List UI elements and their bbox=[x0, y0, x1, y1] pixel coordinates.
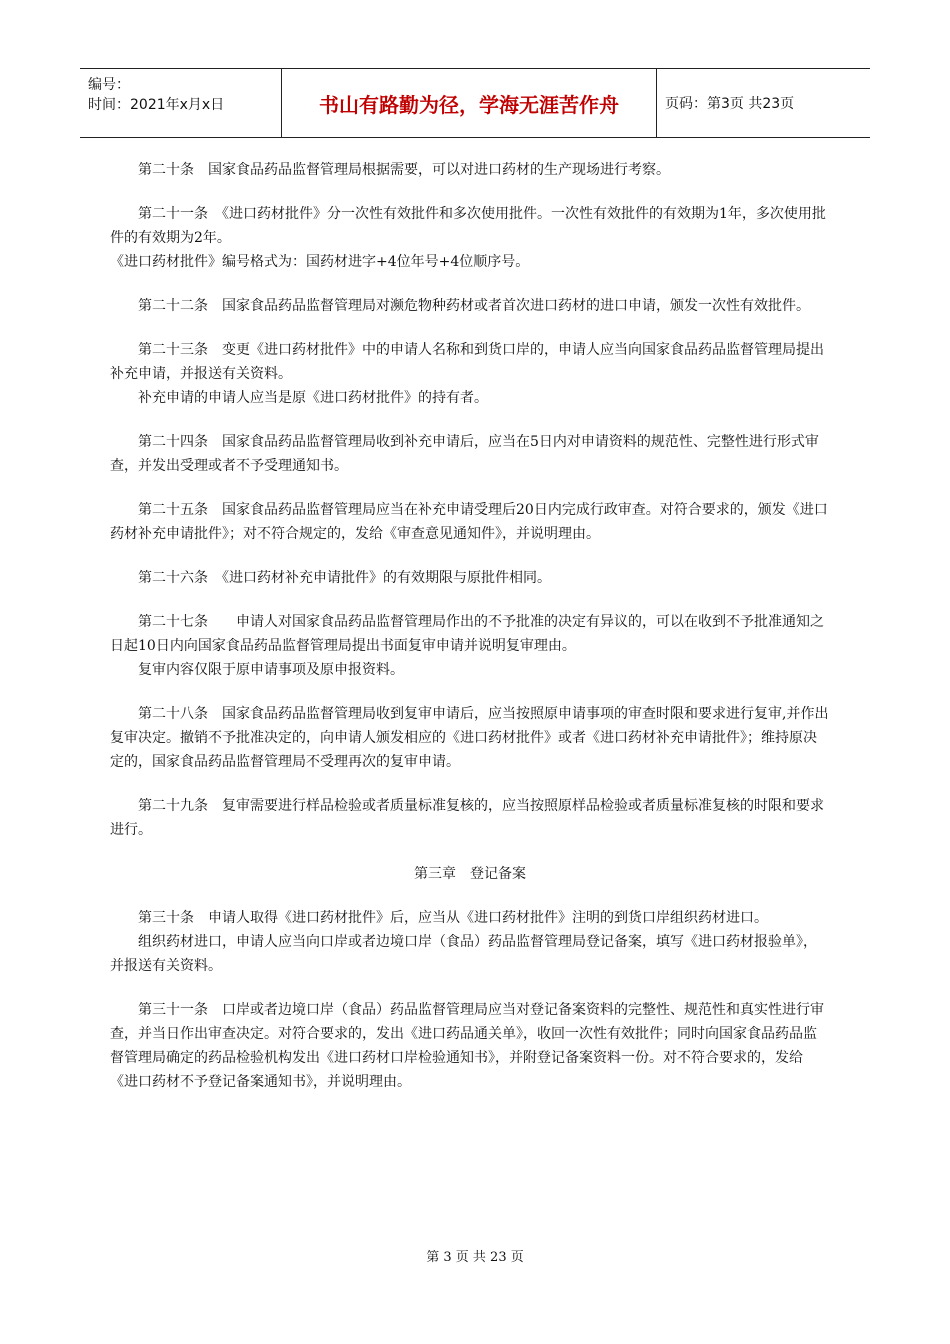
paragraph-line: 第二十三条 变更《进口药材批件》中的申请人名称和到货口岸的，申请人应当向国家食品药品监督管理局提出补充申请，并报送有关资料。 bbox=[110, 342, 824, 382]
paragraph-line: 第二十八条 国家食品药品监督管理局收到复审申请后，应当按照原申请事项的审查时限和要求进行复审,并作出复审决定。撤销不予批准决定的，向申请人颁发相应的《进口药材批件》或者《进口药材补充申请批件》；维持原决定的，国家食品药品监督管理局不受理再次的复审申请。 bbox=[110, 706, 829, 770]
article-paragraph bbox=[110, 906, 830, 978]
article-paragraph bbox=[110, 794, 830, 842]
article-paragraph bbox=[110, 294, 830, 318]
article-paragraph bbox=[110, 610, 830, 682]
header-motto: 书山有路勤为径，学海无涯苦作舟 bbox=[282, 69, 657, 137]
page-header bbox=[80, 68, 870, 138]
paragraph-line: 第二十五条 国家食品药品监督管理局应当在补充申请受理后20日内完成行政审查。对符合要求的，颁发《进口药材补充申请批件》；对不符合规定的，发给《审查意见通知件》，并说明理由。 bbox=[110, 502, 828, 542]
paragraph-line: 补充申请的申请人应当是原《进口药材批件》的持有者。 bbox=[138, 390, 488, 406]
paragraph-line: 第三十一条 口岸或者边境口岸（食品）药品监督管理局应当对登记备案资料的完整性、规范性和真实性进行审查，并当日作出审查决定。对符合要求的，发出《进口药品通关单》，收回一次性有效批件；同时向国家食品药品监督管理局确定的药品检验机构发出《进口药材口岸检验通知书》，并附登记备案资料一份。对不符合要求的，发给《进口药材不予登记备案通知书》，并说明理由。 bbox=[110, 1002, 824, 1090]
paragraph-line: 组织药材进口，申请人应当向口岸或者边境口岸（食品）药品监督管理局登记备案，填写《进口药材报验单》，并报送有关资料。 bbox=[110, 934, 817, 974]
document-date-label: 时间：2021年x月x日 bbox=[88, 97, 225, 113]
paragraph-line: 第二十六条 《进口药材补充申请批件》的有效期限与原批件相同。 bbox=[138, 570, 551, 586]
header-page-label: 页码：第3页 共23页 bbox=[665, 96, 795, 112]
paragraph-line: 第二十条 国家食品药品监督管理局根据需要，可以对进口药材的生产现场进行考察。 bbox=[138, 162, 670, 178]
paragraph-line: 第二十四条 国家食品药品监督管理局收到补充申请后，应当在5日内对申请资料的规范性、完整性进行形式审查，并发出受理或者不予受理通知书。 bbox=[110, 434, 819, 474]
article-paragraph bbox=[110, 566, 830, 590]
page-footer: 第 3 页 共 23 页 bbox=[426, 1250, 524, 1265]
document-body bbox=[110, 158, 830, 1114]
paragraph-line: 《进口药材批件》编号格式为：国药材进字+4位年号+4位顺序号。 bbox=[110, 254, 530, 270]
article-paragraph bbox=[110, 702, 830, 774]
article-paragraph bbox=[110, 430, 830, 478]
header-meta bbox=[80, 69, 282, 137]
article-paragraph bbox=[110, 498, 830, 546]
document-number-label: 编号： bbox=[88, 77, 130, 93]
chapter-heading: 第三章 登记备案 bbox=[414, 866, 526, 882]
paragraph-line: 第二十一条 《进口药材批件》分一次性有效批件和多次使用批件。一次性有效批件的有效期为1年，多次使用批件的有效期为2年。 bbox=[110, 206, 826, 246]
paragraph-line: 复审内容仅限于原申请事项及原申报资料。 bbox=[138, 662, 404, 678]
paragraph-line: 第二十九条 复审需要进行样品检验或者质量标准复核的，应当按照原样品检验或者质量标准复核的时限和要求进行。 bbox=[110, 798, 824, 838]
paragraph-line: 第二十七条 申请人对国家食品药品监督管理局作出的不予批准的决定有异议的，可以在收到不予批准通知之日起10日内向国家食品药品监督管理局提出书面复审申请并说明复审理由。 bbox=[110, 614, 824, 654]
paragraph-line: 第三十条 申请人取得《进口药材批件》后，应当从《进口药材批件》注明的到货口岸组织药材进口。 bbox=[138, 910, 768, 926]
article-paragraph bbox=[110, 202, 830, 274]
article-paragraph bbox=[110, 998, 830, 1094]
article-paragraph bbox=[110, 338, 830, 410]
paragraph-line: 第二十二条 国家食品药品监督管理局对濒危物种药材或者首次进口药材的进口申请，颁发一次性有效批件。 bbox=[138, 298, 810, 314]
article-paragraph bbox=[110, 158, 830, 182]
